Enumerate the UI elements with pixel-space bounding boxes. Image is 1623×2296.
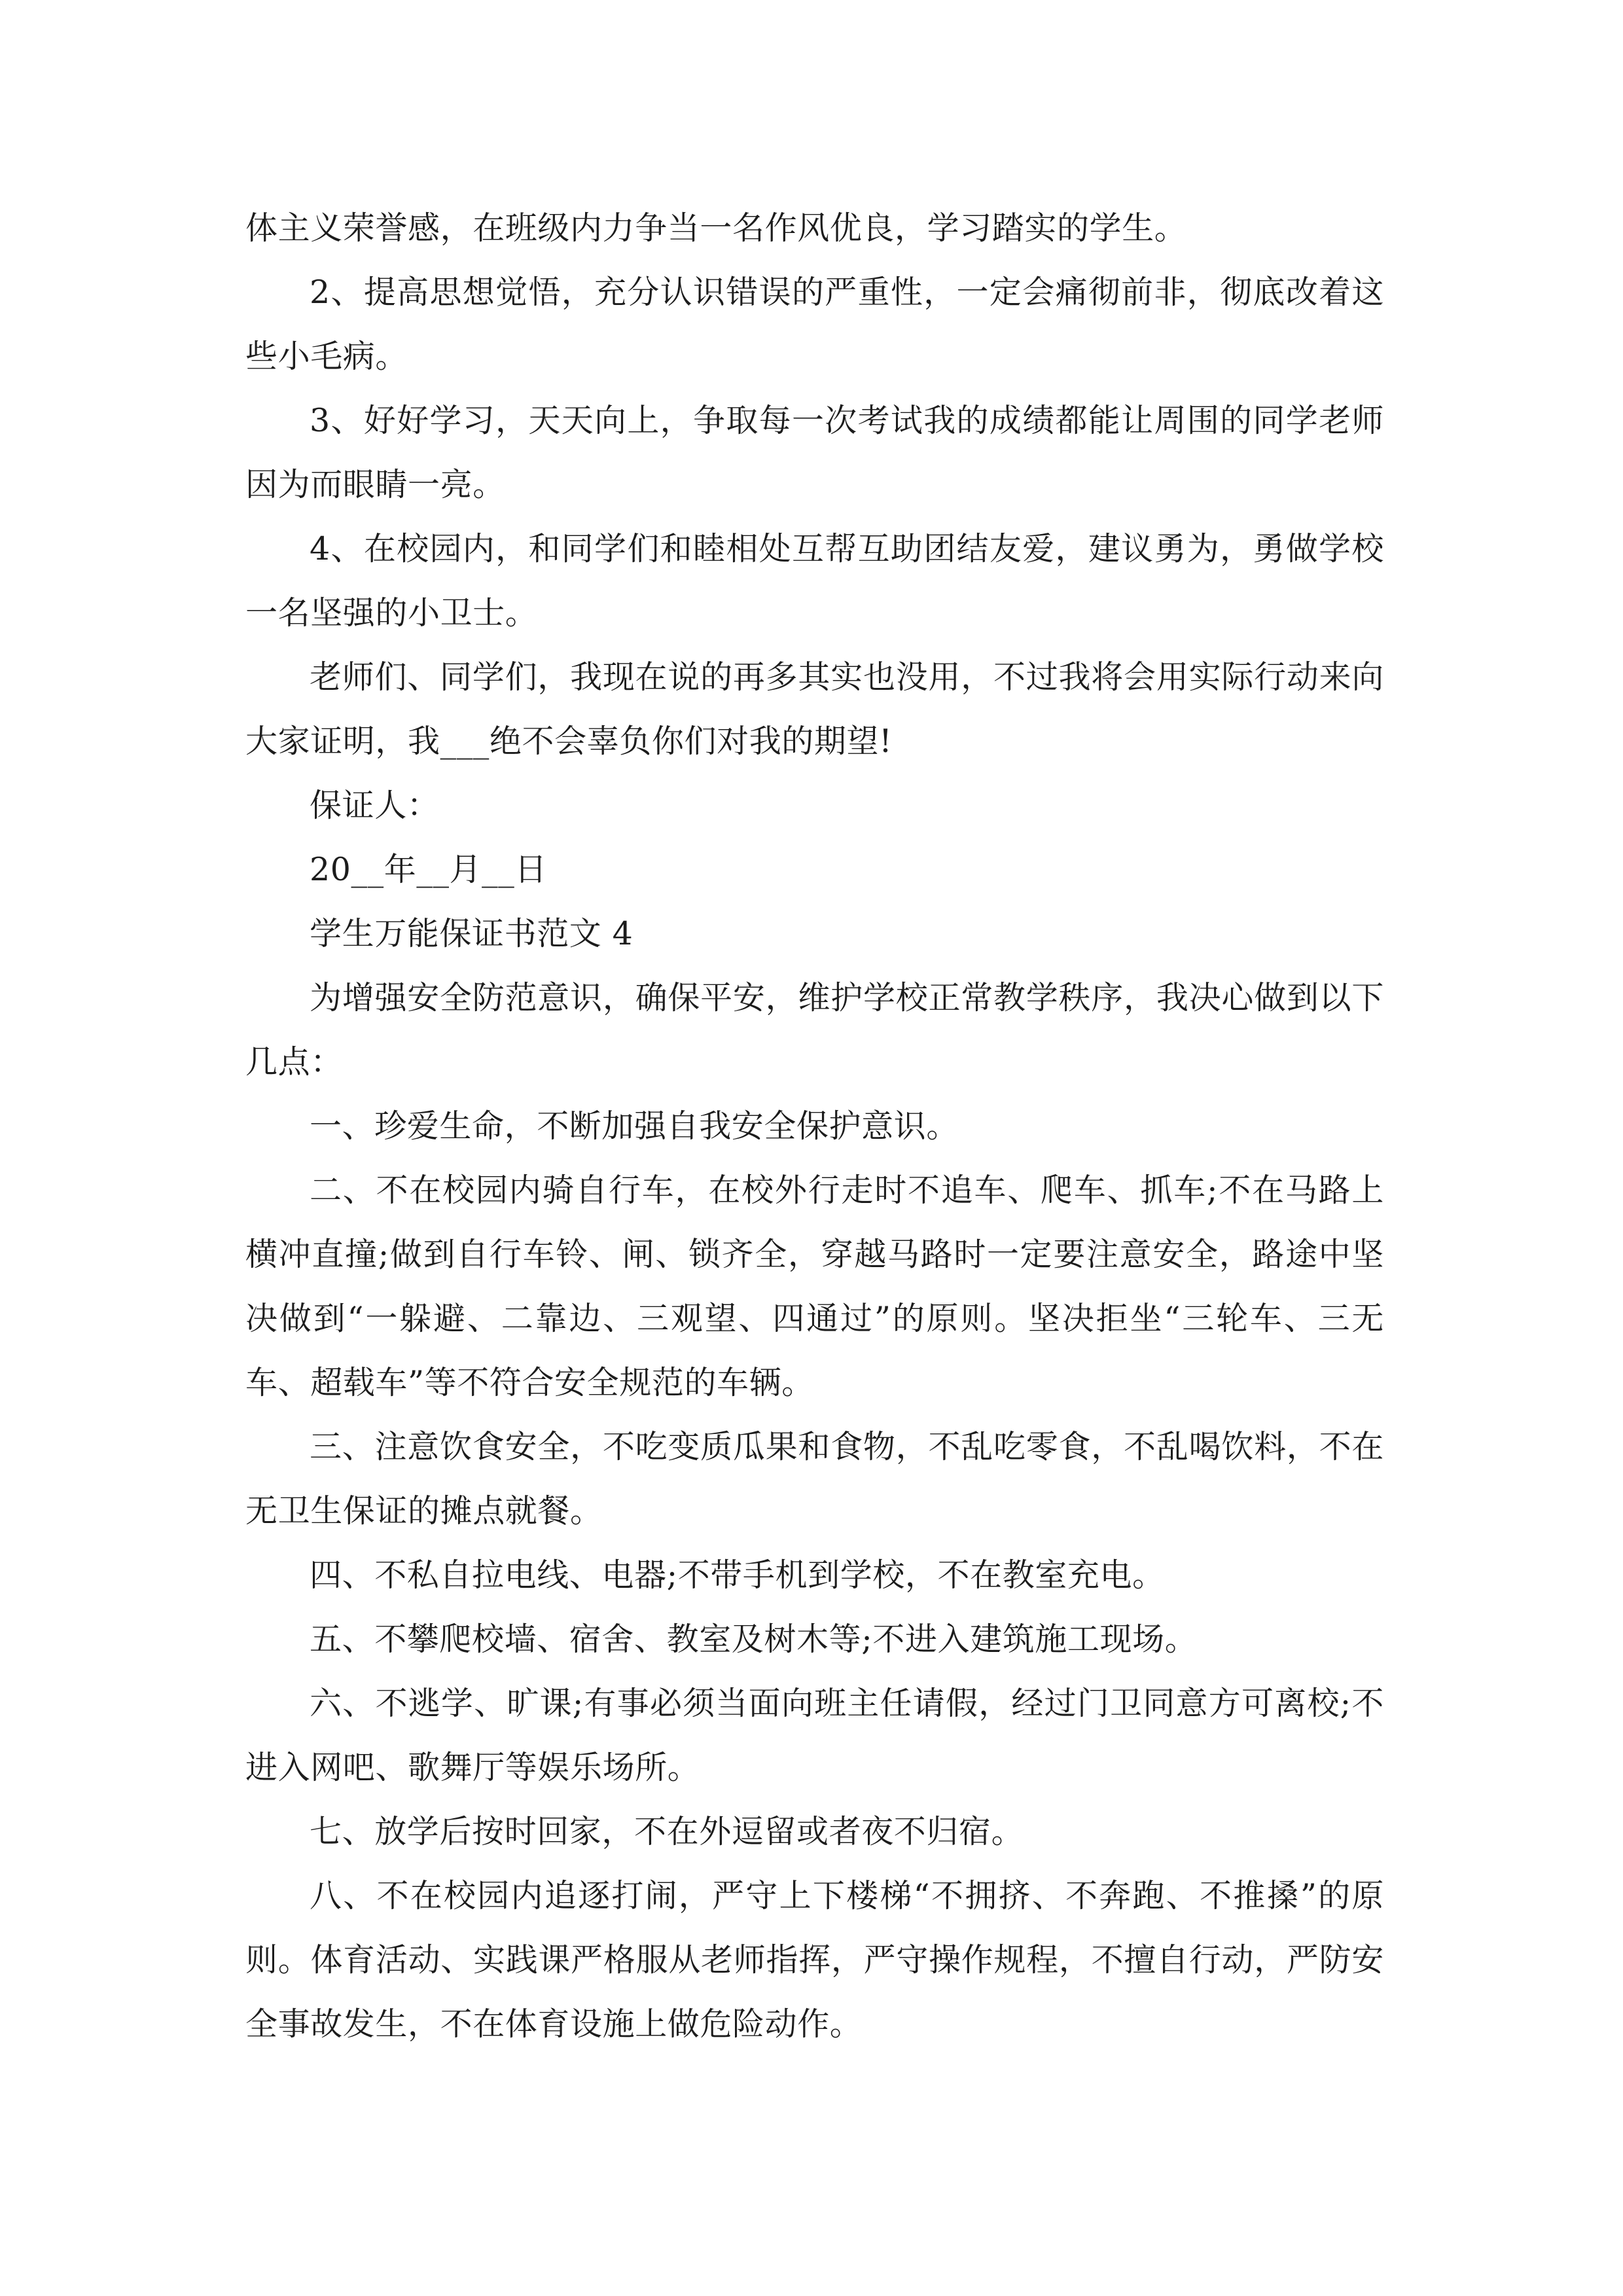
paragraph-title-4 (245, 902, 1384, 966)
paragraph-line: 保证人： (310, 787, 440, 824)
paragraph-line: 五、不攀爬校墙、宿舍、教室及树木等;不进入建筑施工现场。 (310, 1621, 1198, 1658)
paragraph-line: 则。体育活动、实践课严格服从老师指挥，严守操作规程，不擅自行动，严防安 (245, 1941, 1384, 1979)
paragraph-line: 车、超载车”等不符合安全规范的车辆。 (245, 1364, 814, 1401)
paragraph-guarantor (245, 774, 1384, 838)
paragraph-eight (245, 1864, 1384, 2056)
paragraph-seven (245, 1800, 1384, 1864)
paragraph-line: 二、不在校园内骑自行车，在校外行走时不追车、爬车、抓车;不在马路上 (310, 1172, 1384, 1209)
paragraph-one (245, 1094, 1384, 1158)
paragraph-line: 20__年__月__日 (310, 851, 547, 888)
paragraph-line: 体主义荣誉感，在班级内力争当一名作风优良，学习踏实的学生。 (245, 209, 1187, 247)
paragraph-five (245, 1607, 1384, 1672)
paragraph-intro (245, 966, 1384, 1094)
paragraph-line: 2、提高思想觉悟，充分认识错误的严重性，一定会痛彻前非，彻底改着这 (310, 274, 1384, 311)
paragraph-line: 3、好好学习，天天向上，争取每一次考试我的成绩都能让周围的同学老师 (310, 402, 1384, 439)
paragraph-date (245, 838, 1384, 902)
paragraph-line: 进入网吧、歌舞厅等娱乐场所。 (245, 1749, 700, 1786)
paragraph-line: 学生万能保证书范文 4 (310, 915, 633, 952)
paragraph-line: 因为而眼睛一亮。 (245, 466, 505, 503)
paragraph-four (245, 1543, 1384, 1607)
paragraph-line: 些小毛病。 (245, 338, 408, 375)
paragraph-line: 决做到“一躲避、二靠边、三观望、四通过”的原则。坚决拒坐“三轮车、三无 (245, 1300, 1384, 1337)
paragraph-line: 4、在校园内，和同学们和睦相处互帮互助团结友爱，建议勇为，勇做学校 (310, 530, 1384, 567)
paragraph-item-4 (245, 517, 1384, 645)
paragraph-line: 一名坚强的小卫士。 (245, 594, 538, 632)
paragraph-line: 全事故发生，不在体育设施上做危险动作。 (245, 2005, 863, 2043)
paragraph-line: 几点： (245, 1043, 343, 1081)
paragraph-line: 一、珍爱生命，不断加强自我安全保护意识。 (310, 1107, 959, 1145)
paragraph-line: 无卫生保证的摊点就餐。 (245, 1492, 603, 1530)
paragraph-line: 四、不私自拉电线、电器;不带手机到学校，不在教室充电。 (310, 1556, 1165, 1594)
paragraph-continuation (245, 196, 1384, 260)
paragraph-line: 老师们、同学们，我现在说的再多其实也没用，不过我将会用实际行动来向 (310, 658, 1384, 696)
paragraph-six (245, 1672, 1384, 1800)
paragraph-line: 三、注意饮食安全，不吃变质瓜果和食物，不乱吃零食，不乱喝饮料，不在 (310, 1428, 1384, 1465)
paragraph-item-2 (245, 260, 1384, 389)
paragraph-line: 七、放学后按时回家，不在外逗留或者夜不归宿。 (310, 1813, 1024, 1850)
paragraph-two (245, 1158, 1384, 1415)
paragraph-line: 横冲直撞;做到自行车铃、闸、锁齐全，穿越马路时一定要注意安全，路途中坚 (245, 1236, 1384, 1273)
paragraph-line: 大家证明，我___绝不会辜负你们对我的期望! (245, 723, 893, 760)
paragraph-line: 八、不在校园内追逐打闹，严守上下楼梯“不拥挤、不奔跑、不推搡”的原 (310, 1877, 1384, 1914)
paragraph-three (245, 1415, 1384, 1543)
document-body (245, 196, 1384, 2056)
paragraph-item-3 (245, 389, 1384, 517)
paragraph-line: 六、不逃学、旷课;有事必须当面向班主任请假，经过门卫同意方可离校;不 (310, 1685, 1384, 1722)
paragraph-line: 为增强安全防范意识，确保平安，维护学校正常教学秩序，我决心做到以下 (310, 979, 1384, 1016)
paragraph-closing (245, 645, 1384, 774)
